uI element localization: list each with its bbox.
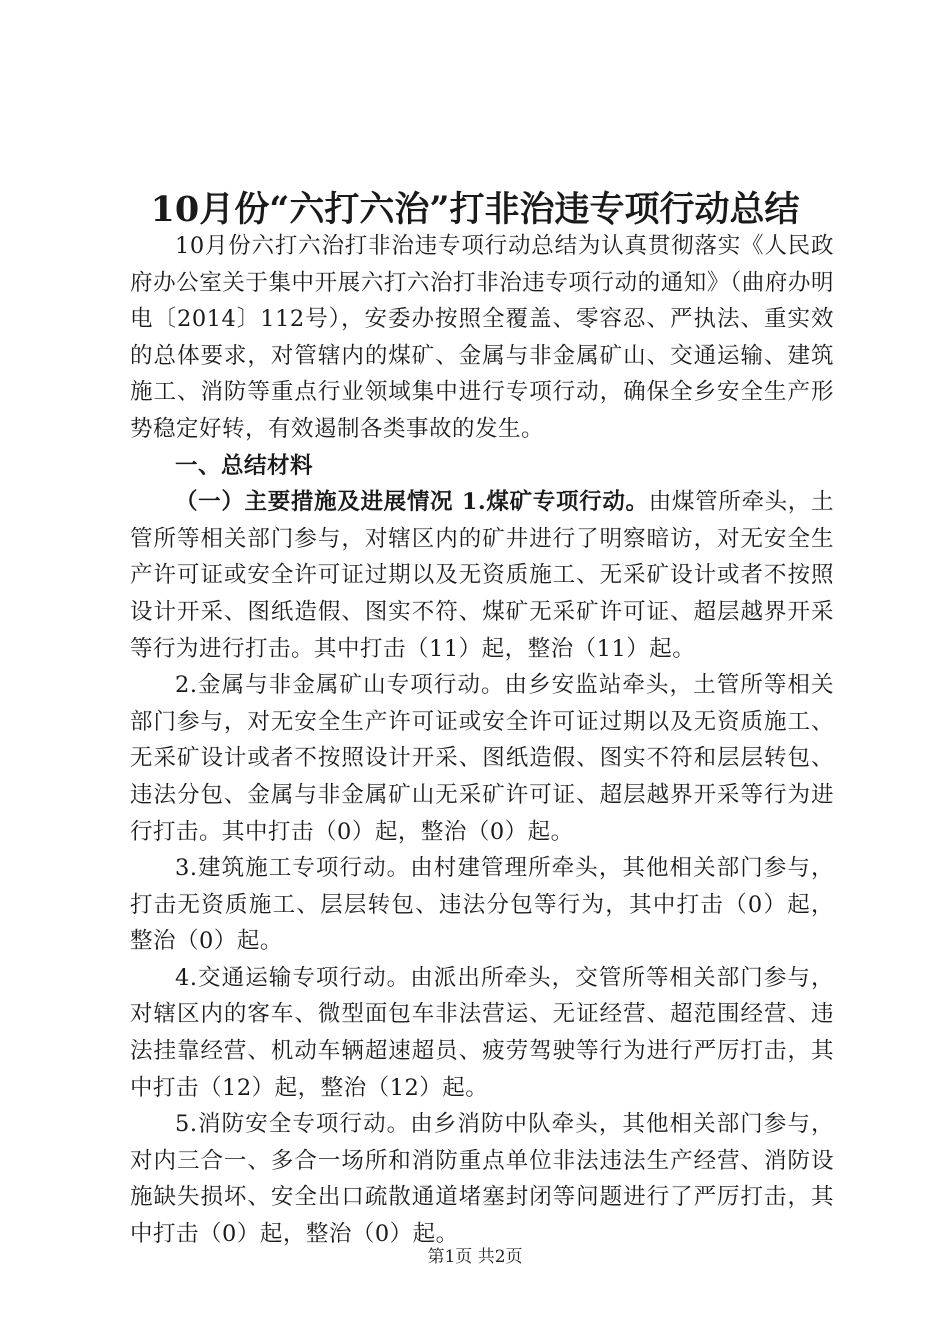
item-2-paragraph: 2.金属与非金属矿山专项行动。由乡安监站牵头，土管所等相关部门参与，对无安全生产许可证或安全许可证过期以及无资质施工、无采矿设计或者不按照设计开采、图纸造假、图实不符和层层转包、违法分包、金属与非金属矿山无采矿许可证、超层越界开采等行为进行打击。其中打击（0）起，整治（0）起。	[130, 672, 834, 845]
subsection-heading: （一）主要措施及进展情况 1.煤矿专项行动。	[175, 489, 649, 516]
subsection-paragraph	[130, 484, 834, 667]
item-3-paragraph: 3.建筑施工专项行动。由村建管理所牵头，其他相关部门参与，打击无资质施工、层层转包、违法分包等行为，其中打击（0）起，整治（0）起。	[130, 855, 834, 955]
intro-paragraph: 10月份六打六治打非治违专项行动总结为认真贯彻落实《人民政府办公室关于集中开展六打六治打非治违专项行动的通知》（曲府办明电〔2014〕112号），安委办按照全覆盖、零容忍、严执法、重实效的总体要求，对管辖内的煤矿、金属与非金属矿山、交通运输、建筑施工、消防等重点行业领域集中进行专项行动，确保全乡安全生产形势稳定好转，有效遏制各类事故的发生。	[130, 233, 834, 442]
document-title: 10月份“六打六治”打非治违专项行动总结	[150, 189, 800, 230]
section-heading: 一、总结材料	[175, 452, 314, 479]
page-footer: 第1页 共2页	[427, 1247, 523, 1267]
subsection-text: 由煤管所牵头，土管所等相关部门参与，对辖区内的矿井进行了明察暗访，对无安全生产许可证或安全许可证过期以及无资质施工、无采矿设计或者不按照设计开采、图纸造假、图实不符、煤矿无采矿许可证、超层越界开采等行为进行打击。其中打击（11）起，整治（11）起。	[130, 489, 834, 662]
item-5-paragraph: 5.消防安全专项行动。由乡消防中队牵头，其他相关部门参与，对内三合一、多合一场所和消防重点单位非法违法生产经营、消防设施缺失损坏、安全出口疏散通道堵塞封闭等问题进行了严厉打击，其中打击（0）起，整治（0）起。	[130, 1111, 834, 1248]
document-body	[130, 228, 834, 1253]
item-4-paragraph: 4.交通运输专项行动。由派出所牵头，交管所等相关部门参与，对辖区内的客车、微型面包车非法营运、无证经营、超范围经营、违法挂靠经营、机动车辆超速超员、疲劳驾驶等行为进行严厉打击，其中打击（12）起，整治（12）起。	[130, 964, 834, 1101]
